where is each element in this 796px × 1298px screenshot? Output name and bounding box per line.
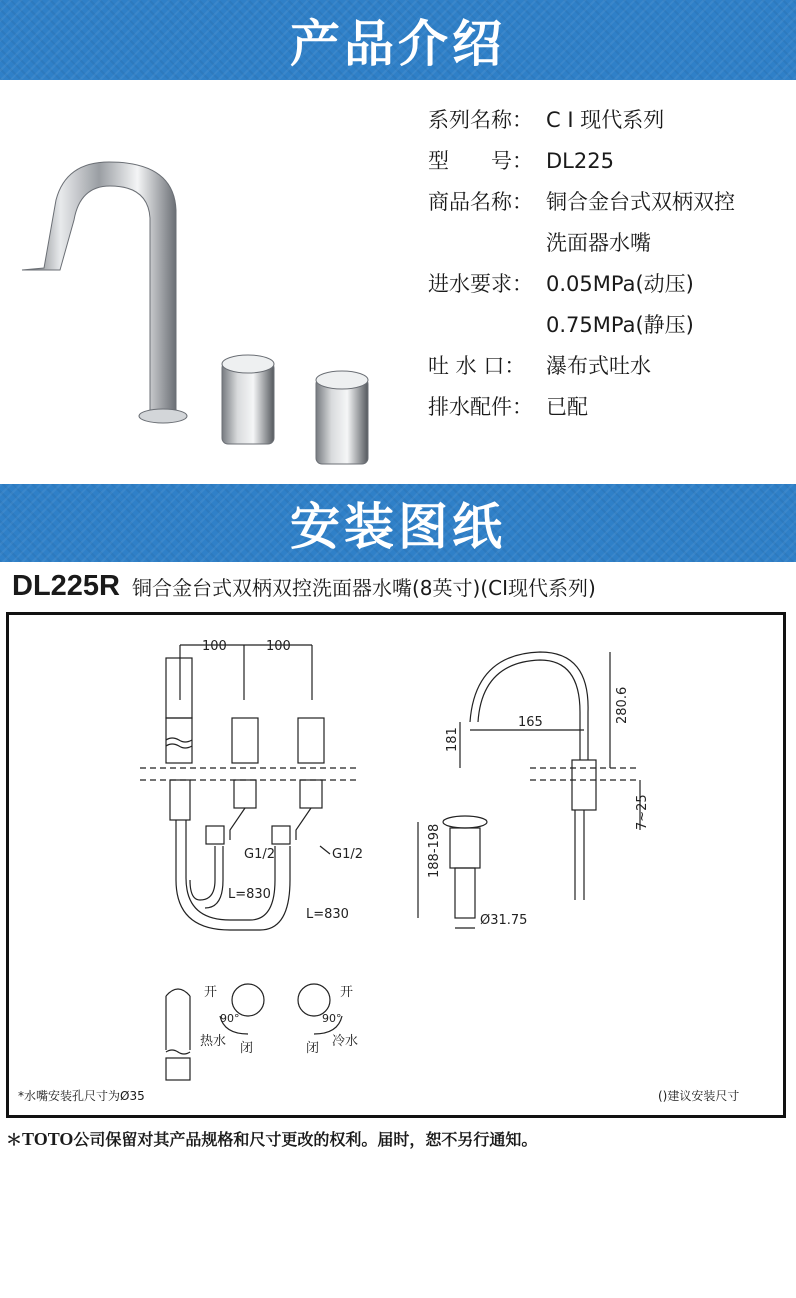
hoses — [176, 820, 290, 930]
label-close-a: 闭 — [240, 1041, 254, 1056]
drawing-model: DL225R — [12, 570, 120, 602]
dim-181: 181 — [445, 727, 460, 752]
label-g12-a: G1/2 — [244, 847, 275, 862]
drawing-description: 铜合金台式双柄双控洗面器水嘴(8英寸)(CI现代系列) — [132, 576, 596, 600]
label-close-b: 闭 — [306, 1041, 320, 1056]
spec-model: 型 号： DL225 — [428, 149, 614, 173]
brand-name: TOTO — [22, 1129, 74, 1149]
dim-100-b: 100 — [266, 639, 291, 654]
spec-pressure-cont: 0.75MPa(静压) — [546, 313, 694, 337]
banner-title: 产品介绍 — [290, 15, 506, 73]
top-dimensions — [180, 639, 312, 700]
note-hole-size: *水嘴安装孔尺寸为Ø35 — [18, 1089, 145, 1103]
label-hose-a: L=830 — [228, 887, 271, 902]
label-open-a: 开 — [204, 985, 218, 1000]
spec-outlet: 吐 水 口： 瀑布式吐水 — [428, 354, 651, 378]
label-cold: 冷水 — [332, 1034, 359, 1049]
dim-165: 165 — [518, 715, 543, 730]
label-hot: 热水 — [200, 1034, 227, 1049]
spout-side-view — [460, 652, 640, 900]
disclaimer-prefix: ＊ — [6, 1130, 23, 1149]
spec-name-cont: 洗面器水嘴 — [546, 231, 651, 255]
spec-series: 系列名称： C I 现代系列 — [428, 108, 665, 132]
handle-cold — [298, 718, 324, 763]
rotation-diagram-cold — [298, 984, 342, 1034]
spec-pressure: 进水要求： 0.05MPa(动压) — [428, 272, 694, 296]
banner-title: 安装图纸 — [290, 498, 506, 556]
dim-188-198: 188-198 — [427, 823, 442, 878]
spec-name: 商品名称： 铜合金台式双柄双控 — [428, 190, 735, 214]
dim-280-6: 280.6 — [615, 686, 630, 724]
label-open-b: 开 — [340, 985, 354, 1000]
disclaimer — [6, 1127, 537, 1150]
handle-hot — [232, 718, 258, 763]
valve-bodies — [170, 780, 322, 844]
label-hose-b: L=830 — [306, 907, 349, 922]
spout-front — [166, 658, 192, 763]
label-angle-a: 90° — [220, 1012, 240, 1025]
note-suggested: ()建议安装尺寸 — [658, 1089, 740, 1103]
label-angle-b: 90° — [322, 1012, 342, 1025]
dim-100-a: 100 — [202, 639, 227, 654]
disclaimer-text: 公司保留对其产品规格和尺寸更改的权利。届时，恕不另行通知。 — [73, 1130, 538, 1149]
spec-drain: 排水配件： 已配 — [428, 395, 588, 419]
dim-31-75: Ø31.75 — [480, 913, 528, 928]
dim-7-25: 7~25 — [635, 794, 650, 830]
label-g12-b: G1/2 — [332, 847, 363, 862]
